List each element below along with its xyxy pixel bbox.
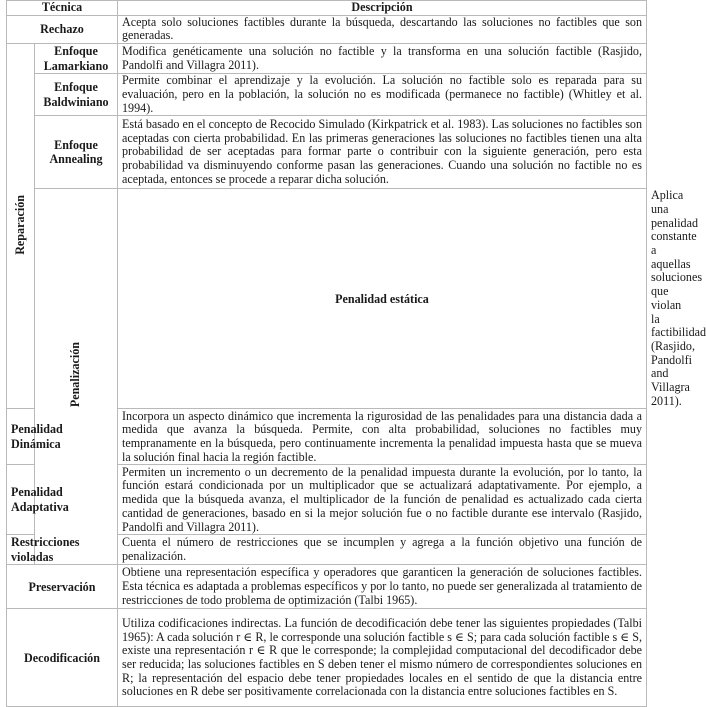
technique-cell: Enfoque Lamarkiano — [35, 44, 118, 74]
description-cell: Cuenta el número de restricciones que se incumplen y agrega a la función objetivo una función de penalización. — [118, 535, 647, 565]
table-row — [7, 609, 647, 707]
table-row — [7, 565, 647, 609]
constraint-handling-table — [6, 0, 706, 707]
technique-cell: Decodificación — [7, 609, 118, 707]
group-label-penalty: Penalización — [68, 342, 83, 408]
technique-cell: Penalidad Dinámica — [7, 409, 35, 465]
group-cell-repair — [7, 44, 35, 409]
description-cell: Está basado en el concepto de Recocido Simulado (Kirkpatrick et al. 1983). Las soluciones no factibles son aceptadas con cierta probabilidad. En las primeras generaciones las soluciones no factibles tienen una alta probabilidad de ser aceptadas para formar parte o contribuir con la siguiente generación, pero esta probabilidad va disminuyendo conforme pasan las generaciones. Cuando una solución no factible no es aceptada, entonces se procede a reparar dicha solución. — [118, 116, 647, 189]
table-header-row — [7, 1, 647, 16]
description-cell: Incorpora un aspecto dinámico que incrementa la rigurosidad de las penalidades para una distancia dada a medida que avanza la búsqueda. Permite, con alta probabilidad, soluciones no factibles muy tempranamente en la búsqueda, pero continuamente incrementa la penalidad impuesta hasta que se mueva la solución final hacia la región factible. — [118, 409, 647, 465]
header-technique: Técnica — [7, 1, 118, 16]
description-cell: Acepta solo soluciones factibles durante la búsqueda, descartando las soluciones no factibles que son generadas. — [118, 15, 647, 43]
description-cell: Utiliza codificaciones indirectas. La función de decodificación debe tener las siguientes propiedades (Talbi 1965): A cada solución r ∈ R, le corresponde una solución factible s ∈ S; para cada solución factible s ∈ S, existe una representación r ∈ R que le corresponde; la complejidad computacional del decodificador debe ser reducida; las soluciones factibles en S deben tener el mismo número de correspondientes soluciones en R; la representación del espacio debe tener propiedades locales en el sentido de que la distancia entre soluciones en R debe ser positivamente correlacionada con la distancia entre soluciones factibles en S. — [118, 609, 647, 707]
description-cell: Obtiene una representación específica y operadores que garanticen la generación de soluciones factibles. Esta técnica es adaptada a problemas específicos y por lo tanto, no puede ser generalizada al tratamiento de restricciones de todo problema de optimización (Talbi 1965). — [118, 565, 647, 609]
table-row — [7, 116, 647, 189]
technique-cell: Restricciones violadas — [7, 535, 35, 565]
document-page — [6, 0, 706, 707]
table-row — [7, 74, 647, 116]
table-row: Penalización Penalidad estática Aplica una penalidad constante a aquellas soluciones que violan la factibilidad (Rasjido, Pandolfi and Villagra 2011). — [7, 189, 647, 409]
header-description: Descripción — [118, 1, 647, 16]
technique-cell: Penalidad Adaptativa — [7, 465, 35, 535]
technique-cell: Enfoque Baldwiniano — [35, 74, 118, 116]
description-cell: Permiten un incremento o un decremento de la penalidad impuesta durante la evolución, por lo tanto, la función estará condicionada por un multiplicador que se actualizará adaptativamente. Por ejemplo, a medida que la búsqueda avanza, el multiplicador de la función de penalidad es actualizado cada cierta cantidad de generaciones, basado en si la mejor solución fue o no factible durante ese intervalo (Rasjido, Pandolfi and Villagra 2011). — [118, 465, 647, 535]
technique-cell: Rechazo — [7, 15, 118, 43]
table-row — [7, 15, 647, 43]
description-cell: Modifica genéticamente una solución no factible y la transforma en una solución factible (Rasjido, Pandolfi and Villagra 2011). — [118, 44, 647, 74]
technique-cell: Preservación — [7, 565, 118, 609]
technique-cell: Penalidad estática — [118, 189, 647, 409]
group-label-repair: Reparación — [12, 194, 27, 255]
description-cell: Permite combinar el aprendizaje y la evolución. La solución no factible solo es reparada para su evaluación, pero en la población, la solución no es modificada (permanece no factible) (Whitley et al. 1994). — [118, 74, 647, 116]
technique-cell: Enfoque Annealing — [35, 116, 118, 189]
table-row — [7, 44, 647, 74]
